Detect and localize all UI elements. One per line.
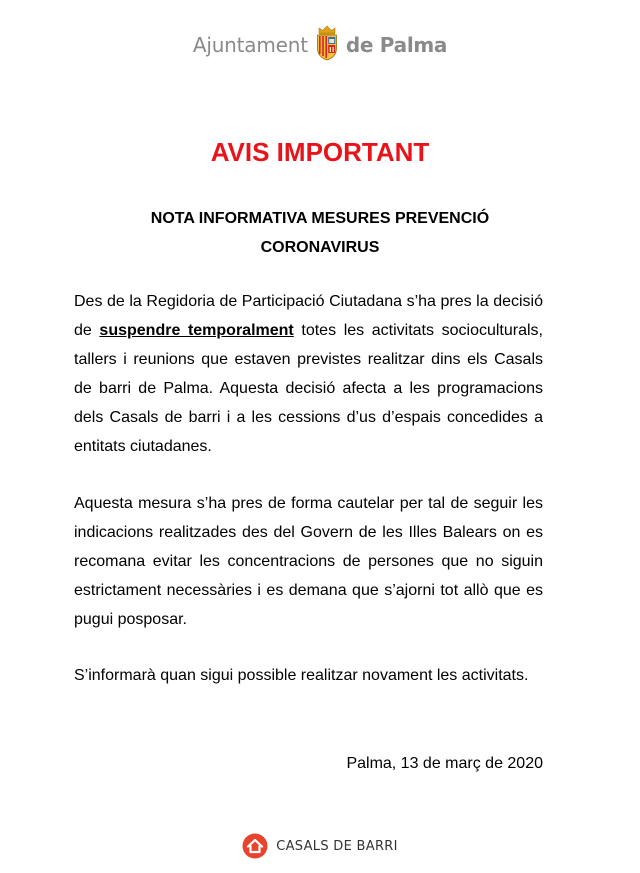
page-title: AVIS IMPORTANT: [210, 137, 430, 167]
paragraph-suspension: [74, 287, 543, 461]
date-signature: Palma, 13 de març de 2020: [346, 755, 543, 772]
subtitle-line-2: CORONAVIRUS: [260, 239, 380, 256]
paragraph-1-after: totes les activitats socioculturals, tallers i reunions que estaven previstes realitzar dins els Casals de barri de Palma. Aquesta decisió afecta a les programacions dels Casals de barri i a les cessions d’us d’espais concedides a entitats ciutadanes.: [74, 322, 544, 455]
logo-text-de-palma: de Palma: [345, 33, 448, 57]
paragraph-1-before: Des de la Regidoria de Participació Ciutadana s’ha pres la decisió de: [74, 293, 543, 339]
paragraph-information: S’informarà quan sigui possible realitzar novament les activitats.: [74, 667, 529, 684]
subtitle-line-1: NOTA INFORMATIVA MESURES PREVENCIÓ: [150, 210, 490, 227]
house-icon: [242, 833, 268, 859]
paragraph-1-emphasis: suspendre temporalment: [99, 322, 294, 339]
paragraph-precaution: Aquesta mesura s’ha pres de forma cautelar per tal de seguir les indicacions realitzades des del Govern de les Illes Balears on es recomana evitar les concentracions de persones que no siguin estrictament necessàries i es demana que s’ajorni tot allò que es pugui posposar.: [74, 495, 543, 628]
logo-text-ajuntament: Ajuntament: [192, 33, 308, 57]
footer-label: CASALS DE BARRI: [276, 838, 398, 854]
casals-de-barri-logo: [0, 833, 640, 859]
subtitle: [100, 204, 540, 262]
ajuntament-logo: [0, 28, 640, 62]
coat-of-arms-icon: [314, 24, 340, 62]
